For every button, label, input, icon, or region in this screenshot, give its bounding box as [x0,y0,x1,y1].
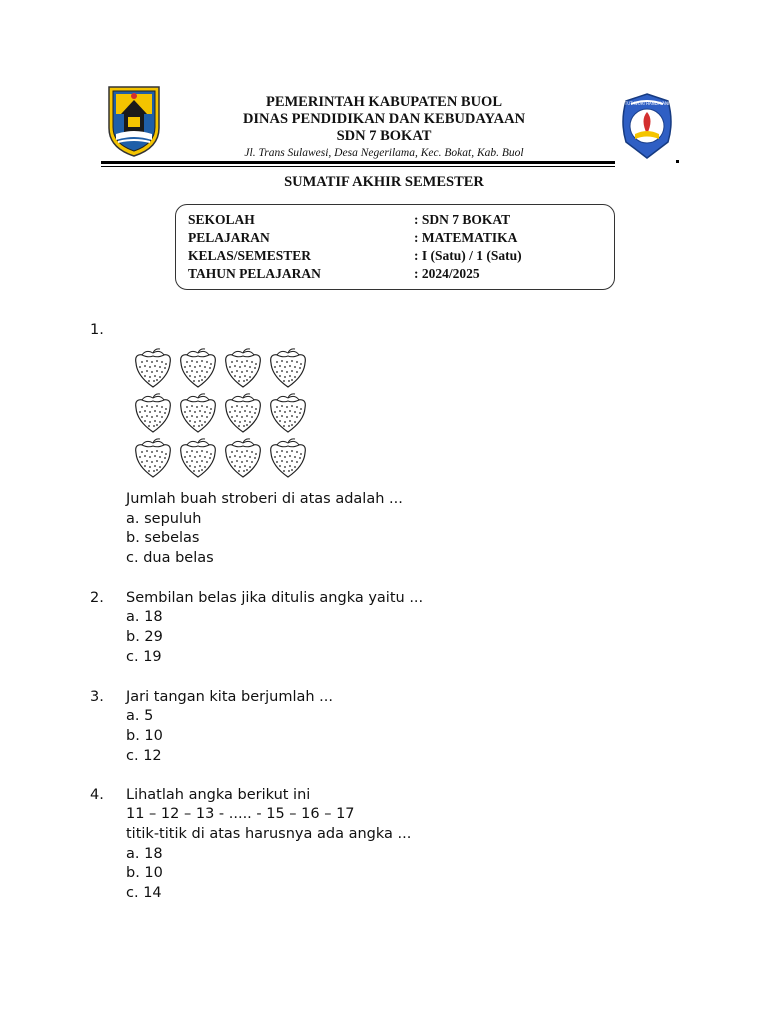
question-2-number: 2. [90,590,104,606]
question-4-option-c: c. 14 [126,885,162,901]
question-3-number: 3. [90,689,104,705]
question-4-number: 4. [90,787,104,803]
question-2-text: Sembilan belas jika ditulis angka yaitu ... [126,590,424,606]
logo-motto-text: TUT WURI HANDAYANI [624,101,670,106]
info-label-subject: PELAJARAN [188,230,270,245]
info-value-year: : 2024/2025 [414,266,480,281]
department-name: DINAS PENDIDIKAN DAN KEBUDAYAAN [242,111,526,127]
exam-title: SUMATIF AKHIR SEMESTER [284,174,484,190]
question-2-option-b: b. 29 [126,629,163,645]
info-value-class: : I (Satu) / 1 (Satu) [414,248,522,263]
question-4-sequence: 11 – 12 – 13 - ..... - 15 – 16 – 17 [126,806,355,822]
question-1-option-c: c. dua belas [126,550,214,566]
info-label-class: KELAS/SEMESTER [188,248,312,263]
header-rule-thick [101,161,615,164]
info-label-year: TAHUN PELAJARAN [188,266,321,281]
question-3-text: Jari tangan kita berjumlah ... [126,689,333,705]
government-name: PEMERINTAH KABUPATEN BUOL [265,94,503,110]
question-4-text: Lihatlah angka berikut ini [126,787,311,803]
info-label-school: SEKOLAH [188,212,255,227]
question-2-option-c: c. 19 [126,649,162,665]
small-dot [676,160,679,163]
info-value-school: : SDN 7 BOKAT [414,212,511,227]
school-name: SDN 7 BOKAT [336,128,432,144]
question-1-option-a: a. sepuluh [126,511,202,527]
question-4-option-a: a. 18 [126,846,163,862]
question-3-option-b: b. 10 [126,728,163,744]
header-rule-thin [101,166,615,167]
question-1-option-b: b. sebelas [126,530,200,546]
question-1-number: 1. [90,322,104,338]
question-3-option-c: c. 12 [126,748,162,764]
question-2-option-a: a. 18 [126,609,163,625]
question-4-option-b: b. 10 [126,865,163,881]
info-value-subject: : MATEMATIKA [414,230,518,245]
question-3-option-a: a. 5 [126,708,154,724]
school-address: Jl. Trans Sulawesi, Desa Negerilama, Kec. Bokat, Kab. Buol [244,147,524,159]
question-1-text: Jumlah buah stroberi di atas adalah ... [126,491,403,507]
strawberry-grid [130,346,312,484]
question-4-prompt: titik-titik di atas harusnya ada angka ... [126,826,412,842]
